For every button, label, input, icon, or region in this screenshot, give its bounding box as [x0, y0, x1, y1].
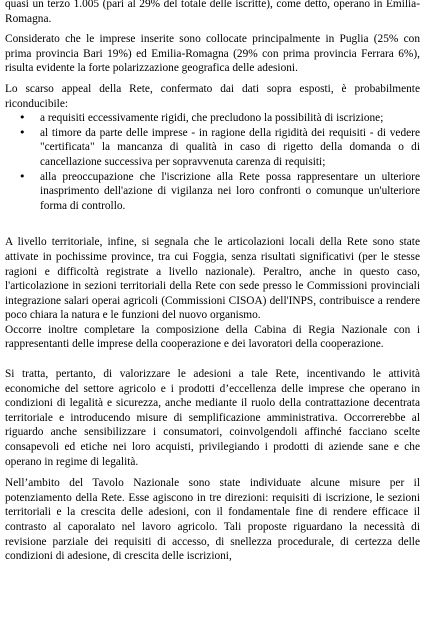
paragraph-livello-territoriale: A livello territoriale, infine, si segnala che le articolazioni locali della Rete sono state attivate in pochissime province, tra cui Foggia, senza risultati significativi (per le stesse ragioni e difficoltà registrate a livello nazionale). Peraltro, anche in questo caso, l'articolazione in sezioni territoriali della Rete con sede presso le Commissioni provinciali integrazione salari operai agricoli (Commissioni CISOA) dell'INPS, contribuisce a rendere poco chiara la natura e le funzioni del nuovo organismo. [5, 236, 420, 322]
paragraph-considerato: Considerato che le imprese inserite sono collocate principalmente in Puglia (25% con prima provincia Bari 19%) ed Emilia-Romagna (29% con prima provincia Ferrara 6%), risulta evidente la forte polarizzazione geografica delle adesioni. [5, 33, 420, 75]
bullet-item-preoccupazione: • alla preoccupazione che l'iscrizione alla Rete possa rappresentare un ulteriore inasprimento dell'azione di vigilanza nei loro confronti o comunque un'ulteriore forma di controllo. [5, 170, 420, 214]
paragraph-tavolo-nazionale: Nell’ambito del Tavolo Nazionale sono state individuate alcune misure per il potenziamento della Rete. Esse agiscono in tre direzioni: requisiti di iscrizione, le sezioni territoriali e la crescita delle adesioni, con il fondamentale fine di rendere efficace il contrasto al caporalato nel lavoro agricolo. Tali proposte riguardano la necessità di revisione parziale dei requisiti di accesso, di snellezza procedurale, di certezza delle condizioni di adesione, di crescita delle iscrizioni, [5, 477, 420, 563]
bullet-item-requisiti: • a requisiti eccessivamente rigidi, che precludono la possibilità di iscrizione; [5, 111, 420, 126]
paragraph-valorizzare-adesioni: Si tratta, pertanto, di valorizzare le adesioni a tale Rete, incentivando le attività economiche del settore agricolo e i prodotti d’eccellenza delle imprese che operano in condizioni di legalità e sicurezza, anche mediante il ruolo della contrattazione decentrata territoriale e introducendo misure di semplificazione amministrativa. Occorrerebbe al riguardo anche sensibilizzare i consumatori, coinvolgendoli affinché facciano scelte consapevoli ed etiche nei loro acquisti, privilegiando i prodotti di aziende sane e che operano in regime di legalità. [5, 368, 420, 468]
document-page [5, 0, 420, 564]
reasons-bullet-list [5, 111, 420, 213]
bullet-item-timore: • al timore da parte delle imprese - in ragione della rigidità dei requisiti - di vedere "certificata" la mancanza di qualità in caso di rigetto della domanda o di cancellazione successiva per sopravvenuta carenza di requisiti; [5, 126, 420, 170]
paragraph-intro-continuation: quasi un terzo 1.005 (pari al 29% del totale delle iscritte), come detto, operano in Emilia-Romagna. [5, 0, 420, 25]
paragraph-cabina-di-regia: Occorre inoltre completare la composizione della Cabina di Regia Nazionale con i rappresentanti delle imprese della cooperazione e dei lavoratori della cooperazione. [5, 323, 420, 351]
paragraph-scarso-appeal: Lo scarso appeal della Rete, confermato dai dati sopra esposti, è probabilmente riconducibile: [5, 82, 420, 110]
